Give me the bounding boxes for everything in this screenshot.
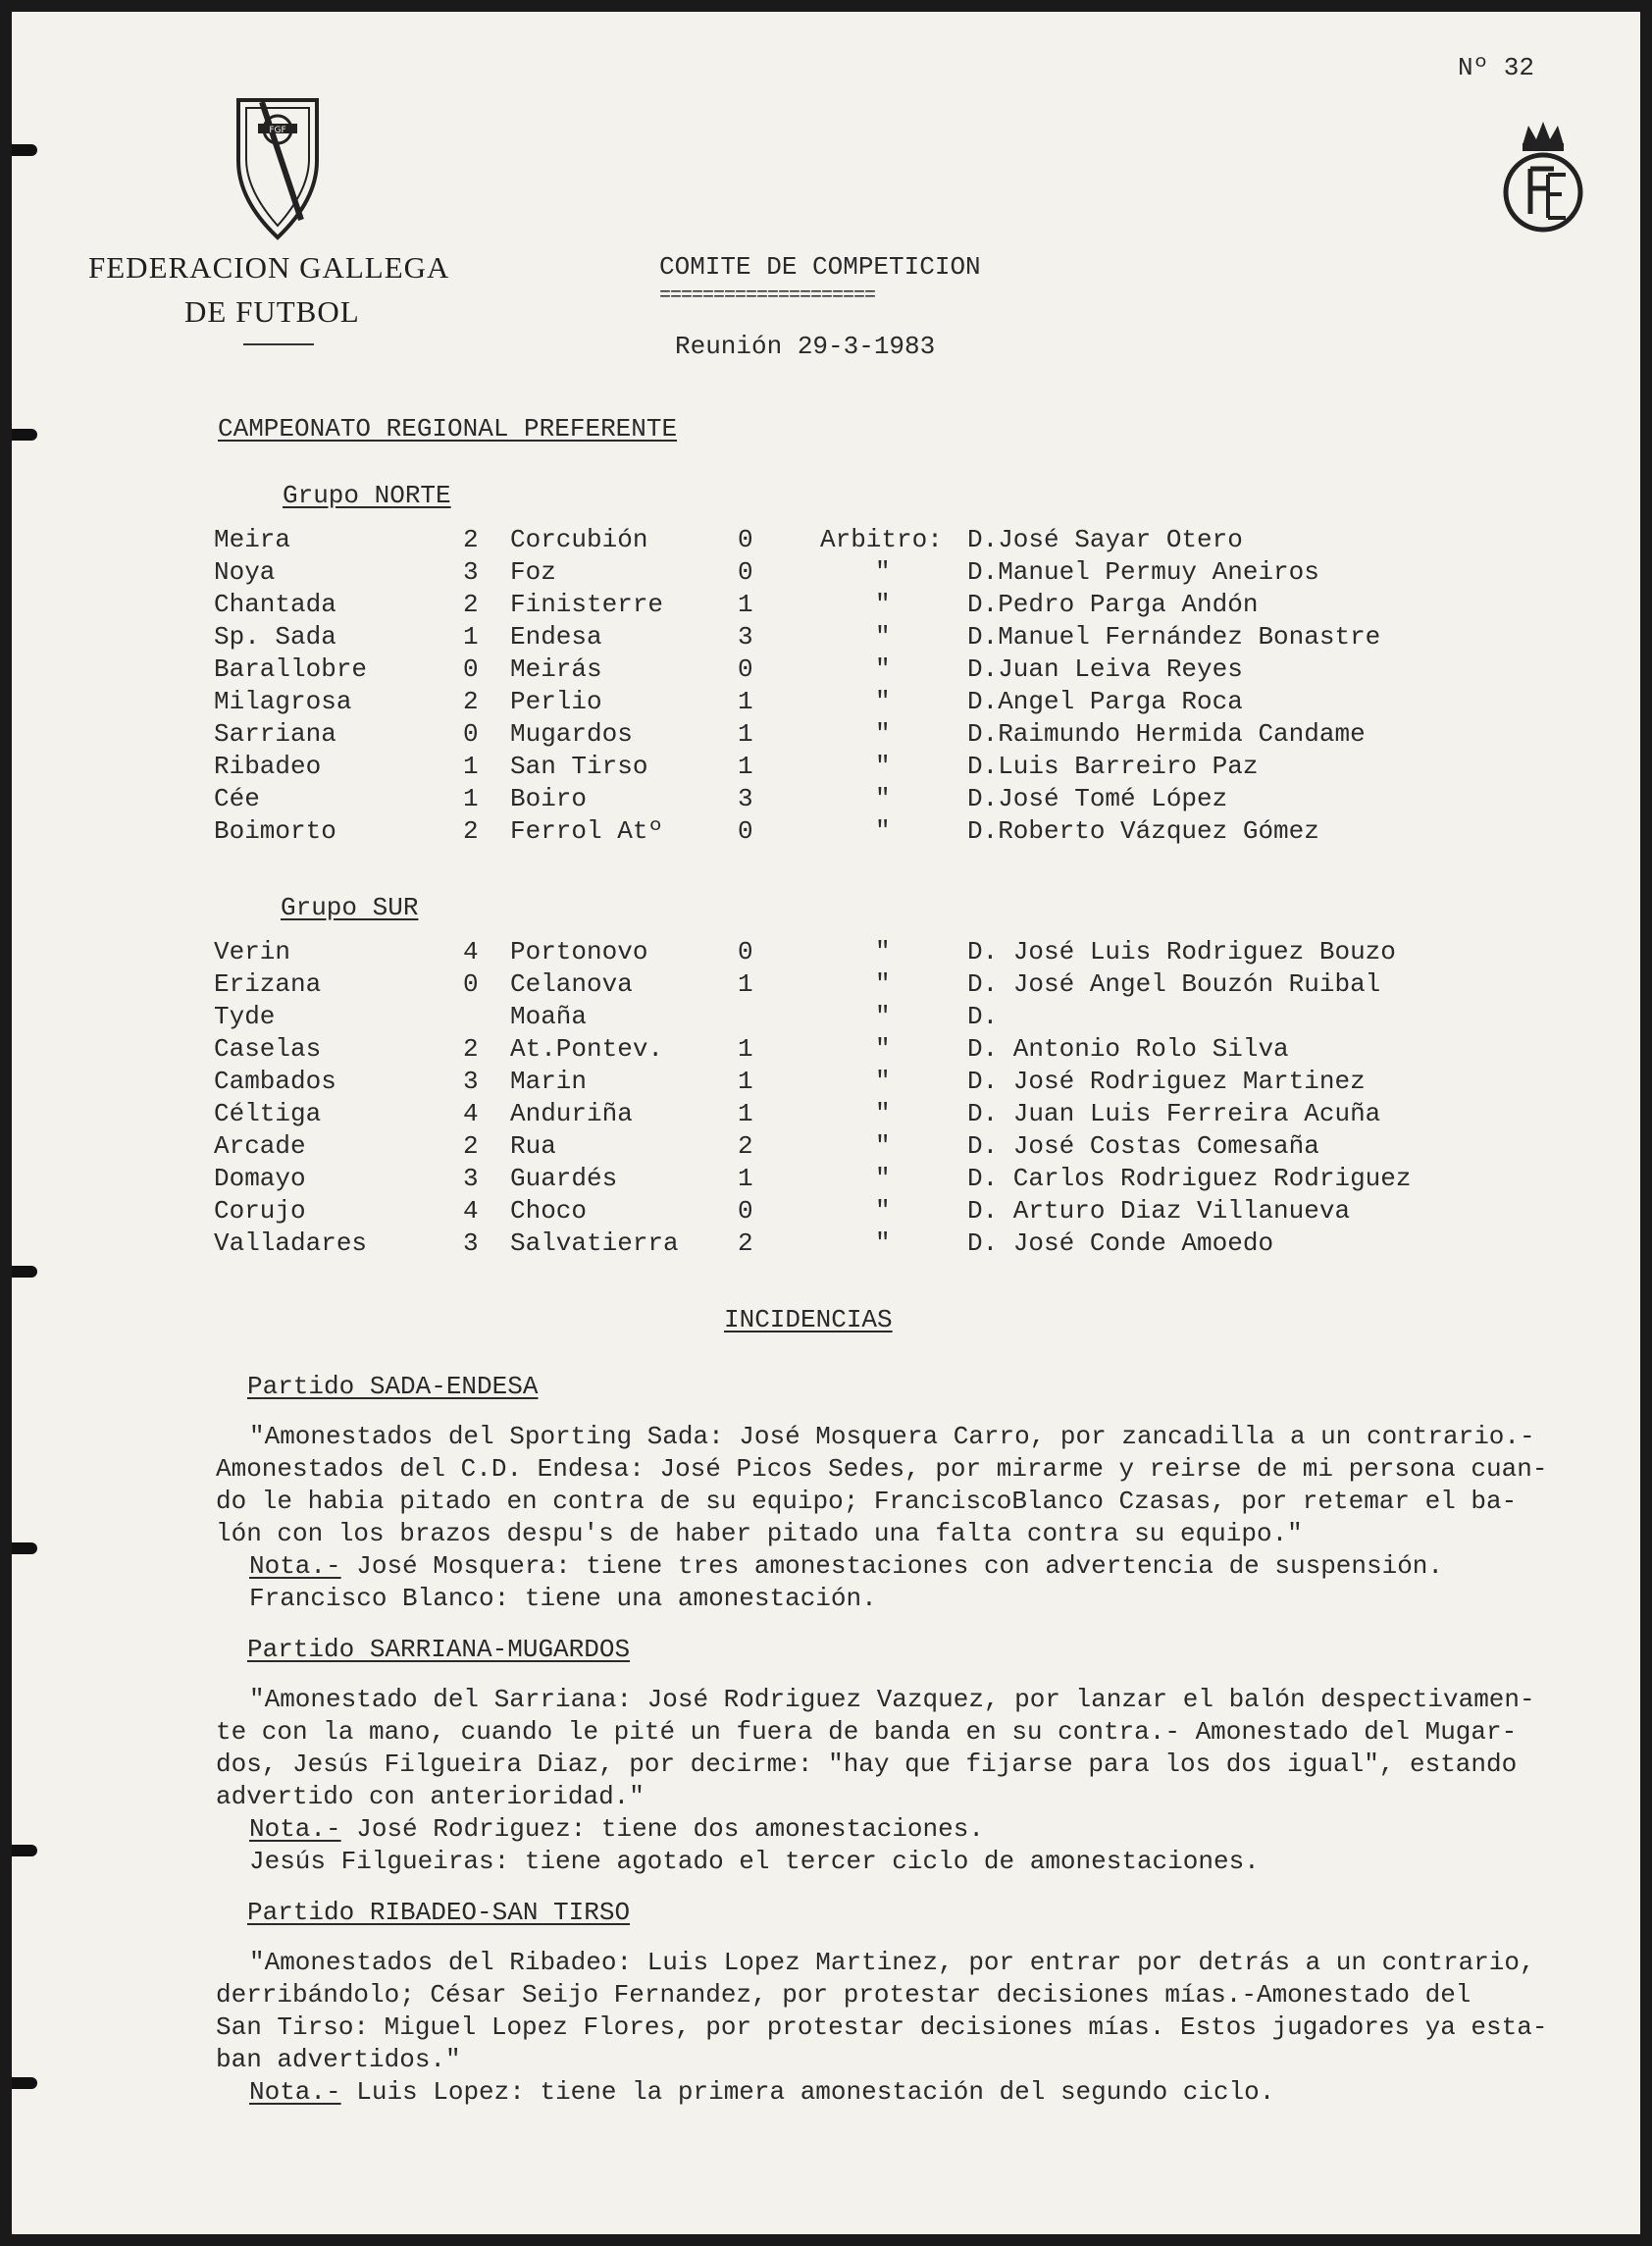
referee-label: " [875,969,891,999]
incident-title: Partido RIBADEO-SAN TIRSO [247,1898,631,1927]
binder-hole [12,429,37,441]
home-team: Sp. Sada [214,622,336,652]
referee-label: " [875,1034,891,1064]
referee-name: D. Antonio Rolo Silva [967,1034,1289,1064]
text-line: "Amonestado del Sarriana: José Rodriguez Vazquez, por lanzar el balón despectivamen- [249,1685,1535,1714]
referee-name: D. José Conde Amoedo [967,1228,1274,1258]
home-team: Cée [214,784,260,813]
away-score: 1 [738,1034,753,1064]
away-team: Meirás [510,654,602,684]
home-score: 4 [463,937,479,966]
federation-name-line1: FEDERACION GALLEGA [88,250,450,285]
home-team: Sarriana [214,719,336,749]
text-line: "Amonestados del Sporting Sada: José Mosquera Carro, por zancadilla a un contrario.- [249,1422,1535,1451]
text-line: advertido con anterioridad." [216,1782,645,1811]
text-line: ban advertidos." [216,2045,461,2074]
referee-name: D. [967,1002,999,1031]
away-score: 2 [738,1228,753,1258]
binder-hole [12,2077,37,2089]
referee-name: D.José Tomé López [967,784,1228,813]
federation-shield-logo [232,92,323,241]
referee-label: " [875,590,891,619]
away-team: Foz [510,557,556,587]
away-score: 0 [738,1196,753,1226]
home-team: Barallobre [214,654,368,684]
away-team: Mugardos [510,719,633,749]
home-team: Tyde [214,1002,276,1031]
binder-hole [12,144,37,156]
away-score: 1 [738,752,753,781]
text-line: Amonestados del C.D. Endesa: José Picos Sedes, por mirarme y reirse de mi persona cuan- [216,1454,1548,1484]
committee-title: COMITE DE COMPETICION [659,252,981,282]
referee-name: D. Juan Luis Ferreira Acuña [967,1099,1381,1128]
away-score: 0 [738,816,753,846]
table-row [12,687,1640,718]
incident-text [216,1947,1547,2109]
referee-name: D.Luis Barreiro Paz [967,752,1259,781]
away-score: 0 [738,557,753,587]
incident-title: Partido SADA-ENDESA [247,1372,539,1401]
home-score: 2 [463,1034,479,1064]
home-score: 0 [463,719,479,749]
home-team: Noya [214,557,276,587]
away-team: Anduriña [510,1099,633,1128]
binder-hole [12,1542,37,1554]
table-row [12,1067,1640,1098]
referee-name: D. José Costas Comesaña [967,1131,1319,1161]
away-score: 1 [738,1164,753,1193]
table-row [12,622,1640,653]
away-score: 1 [738,590,753,619]
home-score: 1 [463,622,479,652]
meeting-date: Reunión 29-3-1983 [675,332,936,361]
referee-name: D.Juan Leiva Reyes [967,654,1243,684]
home-score: 0 [463,969,479,999]
incidents-title: INCIDENCIAS [724,1305,893,1334]
committee-title-underline: ==================== [659,285,876,307]
table-row [12,969,1640,1001]
away-team: Finisterre [510,590,664,619]
home-team: Chantada [214,590,336,619]
home-score: 2 [463,525,479,554]
home-score: 2 [463,687,479,716]
home-score: 4 [463,1196,479,1226]
away-team: Endesa [510,622,602,652]
referee-label: " [875,816,891,846]
championship-title: CAMPEONATO REGIONAL PREFERENTE [218,414,678,444]
home-score: 0 [463,654,479,684]
incident-text [216,1421,1547,1615]
text-line: te con la mano, cuando le pité un fuera de banda en su contra.- Amonestado del Mugar- [216,1717,1518,1747]
away-score: 0 [738,525,753,554]
home-team: Ribadeo [214,752,322,781]
table-row [12,1131,1640,1163]
away-score: 1 [738,719,753,749]
referee-label: " [875,687,891,716]
referee-label: " [875,1002,891,1031]
away-team: Perlio [510,687,602,716]
table-row [12,937,1640,968]
referee-label: " [875,1196,891,1226]
home-team: Erizana [214,969,322,999]
referee-label: " [875,719,891,749]
text-line: do le habia pitado en contra de su equipo; FranciscoBlanco Czasas, por retemar el ba- [216,1487,1518,1516]
text-line: dos, Jesús Filgueira Diaz, por decirme: "hay que fijarse para los dos igual", estando [216,1750,1518,1779]
home-team: Verin [214,937,291,966]
group-title-norte: Grupo NORTE [283,481,451,510]
svg-text:FGF: FGF [269,126,286,135]
table-row [12,654,1640,686]
referee-label: " [875,557,891,587]
page-number: Nº 32 [1458,53,1535,82]
table-row [12,590,1640,621]
away-team: Portonovo [510,937,648,966]
table-row [12,1164,1640,1195]
document-sheet [12,12,1640,2234]
home-team: Corujo [214,1196,306,1226]
referee-name: D.Manuel Permuy Aneiros [967,557,1319,587]
group-title-sur: Grupo SUR [281,893,419,922]
table-row [12,557,1640,589]
away-score: 3 [738,622,753,652]
table-row [12,719,1640,751]
federation-name-line2: DE FUTBOL [184,294,360,329]
away-team: Moaña [510,1002,588,1031]
home-score: 2 [463,816,479,846]
text-line: lón con los brazos despu's de haber pitado una falta contra su equipo." [216,1519,1303,1548]
away-team: Celanova [510,969,633,999]
text-line: derribándolo; César Seijo Fernandez, por protestar decisiones mías.-Amonestado del [216,1980,1471,2010]
home-score: 1 [463,784,479,813]
away-team: Ferrol Atº [510,816,664,846]
referee-name: D.José Sayar Otero [967,525,1243,554]
referee-label: " [875,622,891,652]
table-row [12,784,1640,815]
referee-name: D.Angel Parga Roca [967,687,1243,716]
away-team: Corcubión [510,525,648,554]
home-team: Arcade [214,1131,306,1161]
away-score: 1 [738,1099,753,1128]
referee-label: " [875,1164,891,1193]
referee-label: " [875,1067,891,1096]
referee-label: " [875,1131,891,1161]
away-score: 3 [738,784,753,813]
table-row [12,1228,1640,1260]
referee-label: " [875,784,891,813]
text-line: San Tirso: Miguel Lopez Flores, por protestar decisiones mías. Estos jugadores ya esta- [216,2012,1548,2042]
away-score: 0 [738,654,753,684]
home-team: Caselas [214,1034,322,1064]
away-team: Rua [510,1131,556,1161]
binder-hole [12,1266,37,1278]
home-score: 3 [463,1164,479,1193]
nota-label: Nota.- [249,2077,341,2107]
referee-name: D.Pedro Parga Andón [967,590,1259,619]
home-team: Boimorto [214,816,336,846]
home-team: Cambados [214,1067,336,1096]
away-team: Boiro [510,784,588,813]
away-team: Guardés [510,1164,618,1193]
referee-label: " [875,937,891,966]
home-score: 2 [463,590,479,619]
away-score: 1 [738,1067,753,1096]
away-team: Salvatierra [510,1228,679,1258]
referee-label: " [875,654,891,684]
incident-text [216,1684,1535,1878]
table-row [12,1099,1640,1130]
table-row [12,525,1640,556]
incident-title: Partido SARRIANA-MUGARDOS [247,1635,631,1664]
nota-text: José Mosquera: tiene tres amonestaciones con advertencia de suspensión. [356,1551,1444,1581]
home-team: Milagrosa [214,687,352,716]
referee-name: D. Arturo Diaz Villanueva [967,1196,1351,1226]
referee-name: D.Raimundo Hermida Candame [967,719,1366,749]
table-row [12,816,1640,848]
nota-text: José Rodriguez: tiene dos amonestaciones. [356,1814,984,1844]
home-team: Valladares [214,1228,368,1258]
nota-label: Nota.- [249,1551,341,1581]
nota-text: Jesús Filgueiras: tiene agotado el tercer ciclo de amonestaciones. [249,1847,1260,1876]
home-score: 4 [463,1099,479,1128]
nota-label: Nota.- [249,1814,341,1844]
referee-label: " [875,1099,891,1128]
home-team: Meira [214,525,291,554]
home-score: 3 [463,1067,479,1096]
table-row [12,1034,1640,1066]
binder-hole [12,1845,37,1856]
table-row [12,1196,1640,1227]
table-row [12,752,1640,783]
away-team: Marin [510,1067,588,1096]
home-score: 3 [463,557,479,587]
referee-label: Arbitro: [820,525,943,554]
referee-name: D. José Luis Rodriguez Bouzo [967,937,1396,966]
home-score: 3 [463,1228,479,1258]
table-row [12,1002,1640,1033]
referee-label: " [875,1228,891,1258]
away-team: Choco [510,1196,588,1226]
nota-text: Francisco Blanco: tiene una amonestación. [249,1584,877,1613]
referee-label: " [875,752,891,781]
home-score: 1 [463,752,479,781]
text-line: "Amonestados del Ribadeo: Luis Lopez Martinez, por entrar por detrás a un contrario, [249,1948,1535,1977]
away-score: 1 [738,969,753,999]
divider [243,343,314,345]
referee-name: D. José Rodriguez Martinez [967,1067,1366,1096]
away-score: 1 [738,687,753,716]
referee-name: D. José Angel Bouzón Ruibal [967,969,1381,999]
home-team: Domayo [214,1164,306,1193]
referee-name: D. Carlos Rodriguez Rodriguez [967,1164,1412,1193]
crown-emblem-logo [1501,112,1585,234]
referee-name: D.Manuel Fernández Bonastre [967,622,1381,652]
away-team: At.Pontev. [510,1034,664,1064]
referee-name: D.Roberto Vázquez Gómez [967,816,1319,846]
away-score: 2 [738,1131,753,1161]
nota-text: Luis Lopez: tiene la primera amonestación del segundo ciclo. [356,2077,1275,2107]
home-team: Céltiga [214,1099,322,1128]
away-score: 0 [738,937,753,966]
home-score: 2 [463,1131,479,1161]
away-team: San Tirso [510,752,648,781]
